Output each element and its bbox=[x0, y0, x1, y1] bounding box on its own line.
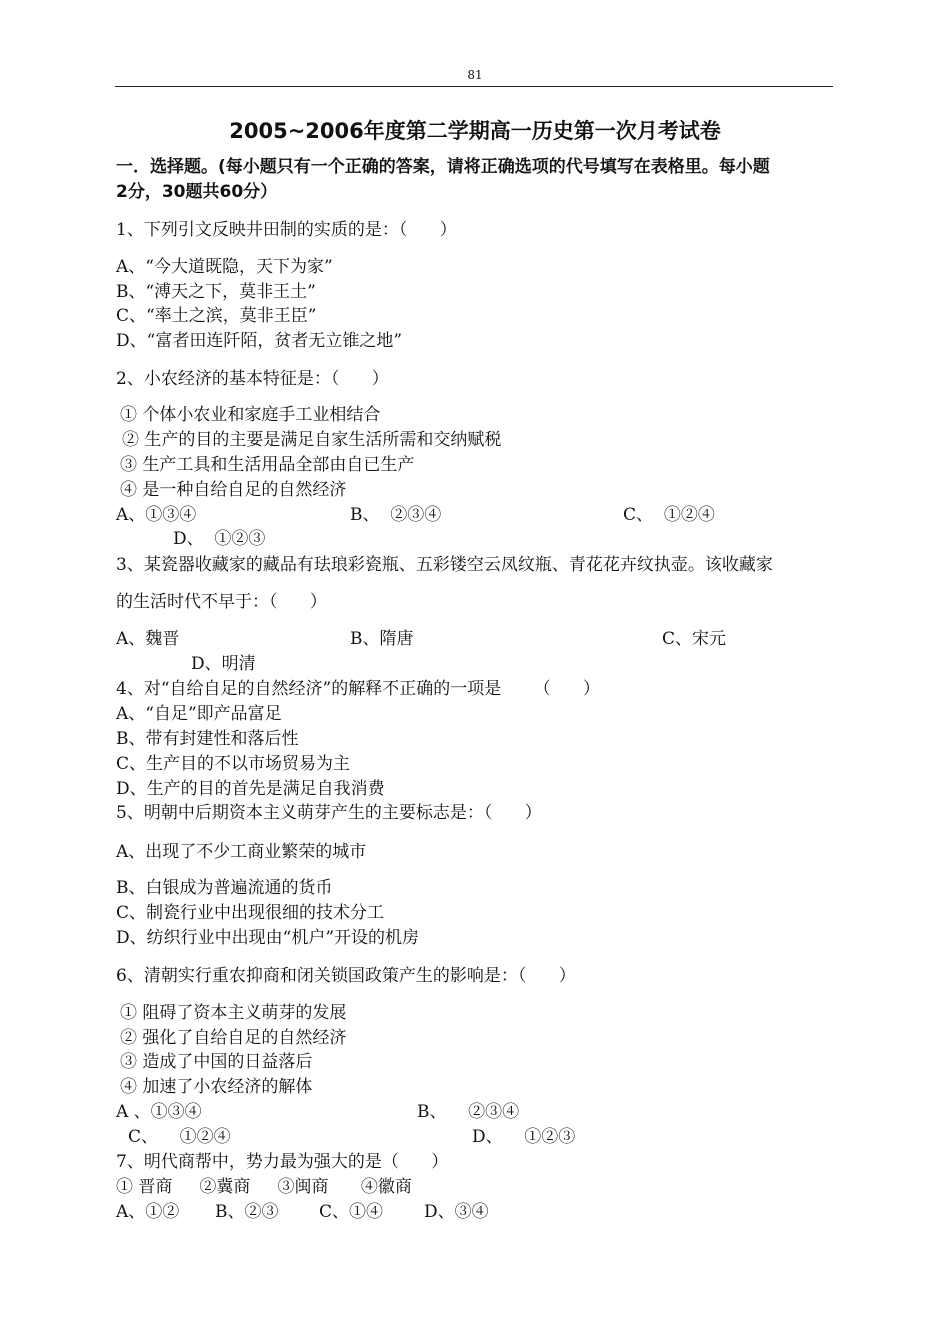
q3-option-d: D、明清 bbox=[191, 654, 256, 674]
q6-stem: 6、清朝实行重农抑商和闭关锁国政策产生的影响是：（ ） bbox=[116, 966, 576, 986]
q7-option-d: D、③④ bbox=[424, 1202, 489, 1222]
q5-option-b: B、白银成为普遍流通的货币 bbox=[116, 878, 333, 898]
q5-option-c: C、制瓷行业中出现很细的技术分工 bbox=[116, 903, 385, 923]
q2-option-a: A、①③④ bbox=[116, 505, 197, 525]
q7-stem: 7、明代商帮中，势力最为强大的是（ ） bbox=[116, 1152, 449, 1172]
q1-option-a: A、“今大道既隐，天下为家” bbox=[116, 257, 333, 277]
q2-item-3: ③ 生产工具和生活用品全部由自已生产 bbox=[120, 455, 415, 475]
q7-option-b: B、②③ bbox=[215, 1202, 279, 1222]
q4-stem: 4、对“自给自足的自然经济”的解释不正确的一项是 （ ） bbox=[116, 679, 601, 699]
q5-stem: 5、明朝中后期资本主义萌芽产生的主要标志是：（ ） bbox=[116, 803, 542, 823]
q4-option-d: D、生产的目的首先是满足自我消费 bbox=[116, 779, 385, 799]
q7-option-a: A、①② bbox=[116, 1202, 180, 1222]
q6-item-1: ① 阻碍了资本主义萌芽的发展 bbox=[120, 1003, 347, 1023]
q3-option-b: B、隋唐 bbox=[350, 629, 414, 649]
q1-option-d: D、“富者田连阡陌，贫者无立锥之地” bbox=[116, 331, 403, 351]
q3-stem-line2: 的生活时代不早于：（ ） bbox=[116, 592, 327, 612]
q7-items: ① 晋商 ②冀商 ③闽商 ④徽商 bbox=[116, 1177, 412, 1197]
q1-stem: 1、下列引文反映井田制的实质的是：（ ） bbox=[116, 220, 457, 240]
q5-option-d: D、纺织行业中出现由“机户”开设的机房 bbox=[116, 928, 420, 948]
q3-option-a: A、魏晋 bbox=[116, 629, 180, 649]
q2-option-d: D、 ①②③ bbox=[173, 529, 266, 549]
q3-stem-line1: 3、某瓷器收藏家的藏品有珐琅彩瓷瓶、五彩镂空云凤纹瓶、青花花卉纹执壶。该收藏家 bbox=[116, 555, 773, 575]
q1-option-b: B、“溥天之下，莫非王土” bbox=[116, 282, 316, 302]
q2-item-2: ② 生产的目的主要是满足自家生活所需和交纳赋税 bbox=[122, 430, 502, 450]
section-heading-line1: 一．选择题。(每小题只有一个正确的答案，请将正确选项的代号填写在表格里。每小题 bbox=[116, 157, 770, 177]
q6-option-c: C、 ①②④ bbox=[128, 1127, 231, 1147]
q2-item-1: ① 个体小农业和家庭手工业相结合 bbox=[120, 405, 381, 425]
q6-option-a: A 、①③④ bbox=[116, 1102, 202, 1122]
q6-option-d: D、 ①②③ bbox=[472, 1127, 576, 1147]
q6-item-2: ② 强化了自给自足的自然经济 bbox=[120, 1028, 347, 1048]
q4-option-b: B、带有封建性和落后性 bbox=[116, 729, 299, 749]
q6-item-3: ③ 造成了中国的日益落后 bbox=[120, 1052, 313, 1072]
section-heading-line2: 2分，30题共60分） bbox=[116, 182, 278, 202]
q4-option-c: C、生产目的不以市场贸易为主 bbox=[116, 754, 351, 774]
q1-option-c: C、“率土之滨，莫非王臣” bbox=[116, 306, 317, 326]
page-number: 81 bbox=[467, 68, 483, 82]
q2-option-b: B、 ②③④ bbox=[350, 505, 442, 525]
q5-option-a: A、出现了不少工商业繁荣的城市 bbox=[116, 842, 367, 862]
q2-stem: 2、小农经济的基本特征是：（ ） bbox=[116, 369, 389, 389]
q6-option-b: B、 ②③④ bbox=[417, 1102, 520, 1122]
header-divider bbox=[115, 86, 833, 87]
exam-title: 2005~2006年度第二学期高一历史第一次月考试卷 bbox=[229, 119, 721, 143]
q7-option-c: C、①④ bbox=[319, 1202, 384, 1222]
q2-item-4: ④ 是一种自给自足的自然经济 bbox=[120, 480, 347, 500]
q6-item-4: ④ 加速了小农经济的解体 bbox=[120, 1077, 313, 1097]
q4-option-a: A、“自足”即产品富足 bbox=[116, 704, 282, 724]
q3-option-c: C、宋元 bbox=[662, 629, 727, 649]
q2-option-c: C、 ①②④ bbox=[623, 505, 715, 525]
